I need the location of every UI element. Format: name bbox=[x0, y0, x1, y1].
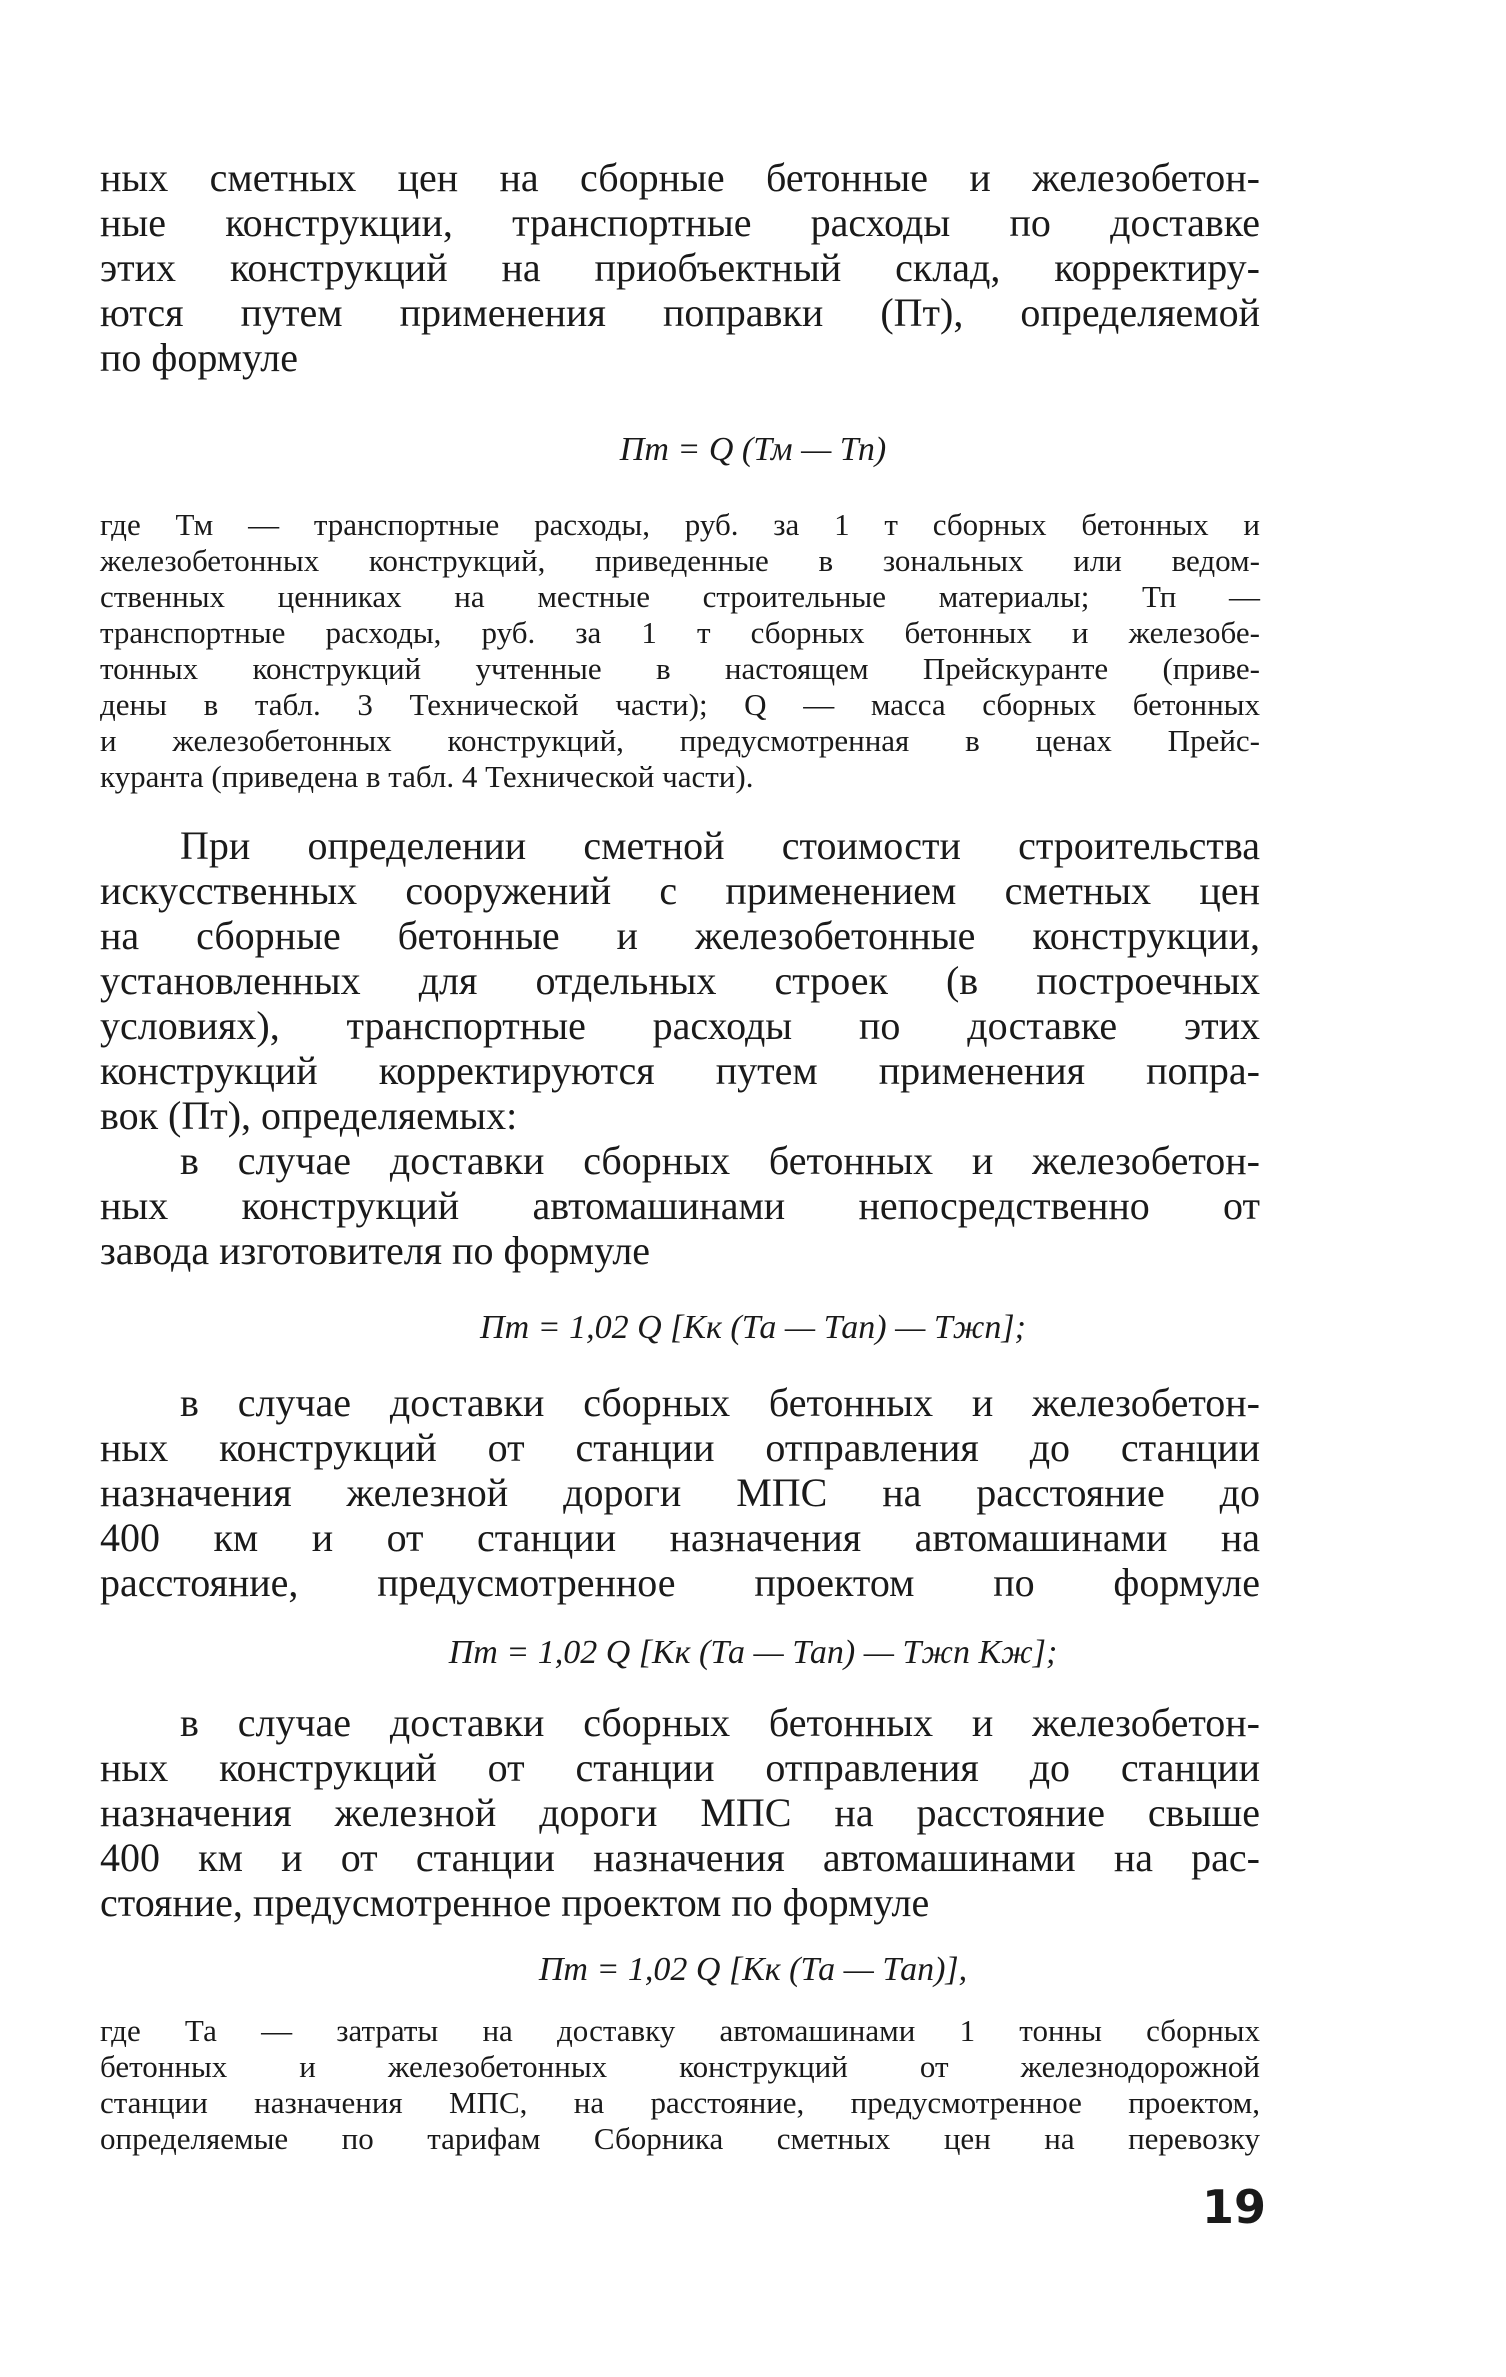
text-line: конструкций корректируются путем применения попра- bbox=[100, 1048, 1260, 1093]
formula-3: Пт = 1,02 Q [Кк (Та — Тап) — Тжп Кж]; bbox=[448, 1634, 1058, 1671]
text-line: вок (Пт), определяемых: bbox=[100, 1093, 518, 1138]
paragraph-intro bbox=[100, 155, 1260, 380]
note-1 bbox=[100, 507, 1260, 795]
formula-2: Пт = 1,02 Q [Кк (Та — Тап) — Тжп]; bbox=[480, 1309, 1026, 1346]
text-line: на сборные бетонные и железобетонные конструкции, bbox=[100, 913, 1260, 958]
text-line: 400 км и от станции назначения автомашинами на рас- bbox=[100, 1835, 1260, 1880]
text-line: расстояние, предусмотренное проектом по формуле bbox=[100, 1560, 1260, 1605]
text-line: тонных конструкций учтенные в настоящем Прейскуранте (приве- bbox=[100, 651, 1260, 686]
text-line: станции назначения МПС, на расстояние, предусмотренное проектом, bbox=[100, 2085, 1260, 2120]
text-line: ных конструкций от станции отправления до станции bbox=[100, 1425, 1260, 1470]
text-line: куранта (приведена в табл. 4 Технической части). bbox=[100, 759, 754, 794]
text-line: искусственных сооружений с применением сметных цен bbox=[100, 868, 1260, 913]
text-line: ных сметных цен на сборные бетонные и железобетон- bbox=[100, 155, 1260, 200]
text-line: этих конструкций на приобъектный склад, корректиру- bbox=[100, 245, 1260, 290]
formula-1: Пт = Q (Тм — Тп) bbox=[619, 431, 887, 468]
text-line: При определении сметной стоимости строительства bbox=[180, 823, 1260, 868]
text-line: в случае доставки сборных бетонных и железобетон- bbox=[180, 1380, 1260, 1425]
text-line: транспортные расходы, руб. за 1 т сборных бетонных и железобе- bbox=[100, 615, 1260, 650]
text-line: ются путем применения поправки (Пт), определяемой bbox=[100, 290, 1260, 335]
text-line: стояние, предусмотренное проектом по формуле bbox=[100, 1880, 930, 1925]
text-line: бетонных и железобетонных конструкций от железнодорожной bbox=[100, 2049, 1260, 2084]
text-line: условиях), транспортные расходы по доставке этих bbox=[100, 1003, 1260, 1048]
text-line: ных конструкций автомашинами непосредственно от bbox=[100, 1183, 1260, 1228]
text-line: назначения железной дороги МПС на расстояние до bbox=[100, 1470, 1260, 1515]
text-line: завода изготовителя по формуле bbox=[100, 1228, 651, 1273]
text-line: в случае доставки сборных бетонных и железобетон- bbox=[180, 1138, 1260, 1183]
paragraph-3 bbox=[100, 1138, 1260, 1273]
text-line: ственных ценниках на местные строительные материалы; Тп — bbox=[100, 579, 1260, 614]
note-2 bbox=[100, 2013, 1260, 2157]
text-line: ные конструкции, транспортные расходы по доставке bbox=[100, 200, 1260, 245]
text-line: ных конструкций от станции отправления до станции bbox=[100, 1745, 1260, 1790]
text-line: дены в табл. 3 Технической части); Q — масса сборных бетонных bbox=[100, 687, 1260, 722]
page-number: 19 bbox=[1201, 2180, 1266, 2234]
text-line: 400 км и от станции назначения автомашинами на bbox=[100, 1515, 1260, 1560]
text-line: железобетонных конструкций, приведенные в зональных или ведом- bbox=[100, 543, 1260, 578]
text-line: определяемые по тарифам Сборника сметных цен на перевозку bbox=[100, 2121, 1260, 2156]
text-line: по формуле bbox=[100, 335, 298, 380]
text-line: в случае доставки сборных бетонных и железобетон- bbox=[180, 1700, 1260, 1745]
paragraph-5 bbox=[100, 1700, 1260, 1925]
text-line: установленных для отдельных строек (в построечных bbox=[100, 958, 1260, 1003]
paragraph-2 bbox=[100, 823, 1260, 1138]
text-line: назначения железной дороги МПС на расстояние свыше bbox=[100, 1790, 1260, 1835]
text-line: где Тм — транспортные расходы, руб. за 1 т сборных бетонных и bbox=[100, 507, 1260, 542]
text-line: и железобетонных конструкций, предусмотренная в ценах Прейс- bbox=[100, 723, 1260, 758]
formula-4: Пт = 1,02 Q [Кк (Та — Тап)], bbox=[538, 1951, 968, 1988]
text-line: где Та — затраты на доставку автомашинами 1 тонны сборных bbox=[100, 2013, 1260, 2048]
paragraph-4 bbox=[100, 1380, 1260, 1605]
